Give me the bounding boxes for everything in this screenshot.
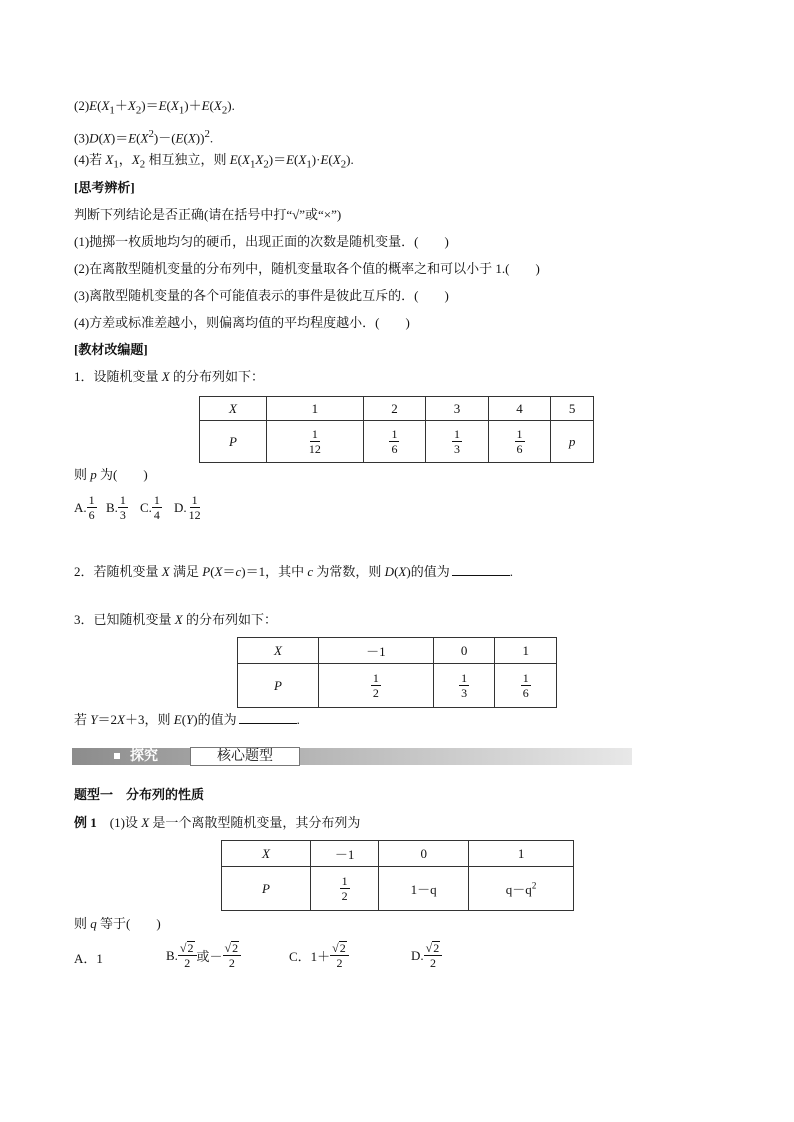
q3-distribution-table: [237, 637, 557, 708]
table-cell: $\frac{1}{6}$: [488, 421, 551, 463]
q1-ask: 则 p 为( ): [74, 467, 148, 482]
table-cell: $\frac{1}{2}$: [311, 867, 379, 911]
q1-option-d[interactable]: D. $\frac{1}{12}$: [174, 493, 201, 522]
q3-ask: 若 Y＝2X＋3，则 E(Y)的值为 .: [74, 712, 300, 727]
table-cell: －1: [311, 841, 379, 867]
property-4: (4)若 $X_1$，$X_2$ 相互独立，则 $E(X_1X_2)=E(X_1)\cdot E(X_2)$.: [74, 152, 354, 171]
table-p-label: P: [222, 867, 311, 911]
q1-option-c[interactable]: C. $\frac{1}{4}$: [140, 493, 160, 522]
property-3: $(3)D(X)=E(X^2)-(E(X))^2$.: [74, 128, 214, 146]
q1-option-a[interactable]: A. $\frac{1}{6}$: [74, 493, 95, 522]
example1-option-a[interactable]: A．1: [74, 951, 103, 966]
table-x-label: X: [238, 638, 319, 664]
table-cell: p: [551, 421, 594, 463]
banner-subtitle: 核心题型: [190, 747, 300, 766]
think-item: (4)方差或标准差越小，则偏离均值的平均程度越小．( ): [74, 315, 410, 330]
table-cell: $\frac{1}{3}$: [433, 664, 495, 708]
table-p-label: P: [238, 664, 319, 708]
table-cell: $\frac{1}{6}$: [363, 421, 426, 463]
table-cell: 0: [433, 638, 495, 664]
example1-option-d[interactable]: D. $\frac{√2}{2}$: [411, 941, 442, 970]
think-item: (2)在离散型随机变量的分布列中，随机变量取各个值的概率之和可以小于 1.( ): [74, 261, 540, 276]
type1-heading: 题型一 分布列的性质: [74, 788, 205, 803]
q1-stem: 1．设随机变量 X 的分布列如下：: [74, 369, 264, 384]
table-cell: 1: [267, 397, 364, 421]
section-banner: [72, 745, 632, 769]
table-cell: 2: [363, 397, 426, 421]
table-cell: 1: [495, 638, 557, 664]
table-cell: 5: [551, 397, 594, 421]
banner-title: 探究: [130, 748, 158, 764]
table-p-label: P: [200, 421, 267, 463]
banner-square-icon: [114, 753, 120, 759]
table-cell: －1: [319, 638, 434, 664]
example1-stem: 例 1 (1)设 X 是一个离散型随机变量，其分布列为: [74, 815, 361, 830]
think-heading: [思考辨析]: [74, 180, 135, 195]
q3-stem: 3．已知随机变量 X 的分布列如下：: [74, 612, 277, 627]
property-2: $(2)E(X_1+X_2)=E(X_1)+E(X_2)$.: [74, 98, 235, 117]
table-cell: 4: [488, 397, 551, 421]
table-cell: 0: [379, 841, 469, 867]
answer-blank[interactable]: [452, 562, 510, 576]
table-cell: $\frac{1}{12}$: [267, 421, 364, 463]
table-cell: $\frac{1}{2}$: [319, 664, 434, 708]
q1-distribution-table: [199, 396, 594, 463]
table-x-label: X: [222, 841, 311, 867]
textbook-heading: [教材改编题]: [74, 342, 148, 357]
example1-option-c[interactable]: C．1＋ $\frac{√2}{2}$: [289, 941, 349, 970]
table-cell: $\frac{1}{6}$: [495, 664, 557, 708]
answer-blank[interactable]: [239, 710, 297, 724]
table-x-label: X: [200, 397, 267, 421]
think-intro: 判断下列结论是否正确(请在括号中打“√”或“×”): [74, 207, 342, 222]
table-cell: $q-q^2$: [469, 867, 574, 911]
example1-distribution-table: [221, 840, 574, 911]
table-cell: 1: [469, 841, 574, 867]
table-cell: 1－q: [379, 867, 469, 911]
think-item: (3)离散型随机变量的各个可能值表示的事件是彼此互斥的．( ): [74, 288, 449, 303]
q2-stem: 2．若随机变量 X 满足 P(X＝c)＝1，其中 c 为常数，则 D(X)的值为 .: [74, 564, 513, 579]
table-cell: $\frac{1}{3}$: [426, 421, 489, 463]
example1-option-b[interactable]: B. $\frac{√2}{2}$ 或－ $\frac{√2}{2}$: [166, 941, 241, 970]
table-cell: 3: [426, 397, 489, 421]
q1-option-b[interactable]: B. $\frac{1}{3}$: [106, 493, 126, 522]
example1-ask: 则 q 等于( ): [74, 916, 161, 931]
think-item: (1)抛掷一枚质地均匀的硬币，出现正面的次数是随机变量．( ): [74, 234, 449, 249]
